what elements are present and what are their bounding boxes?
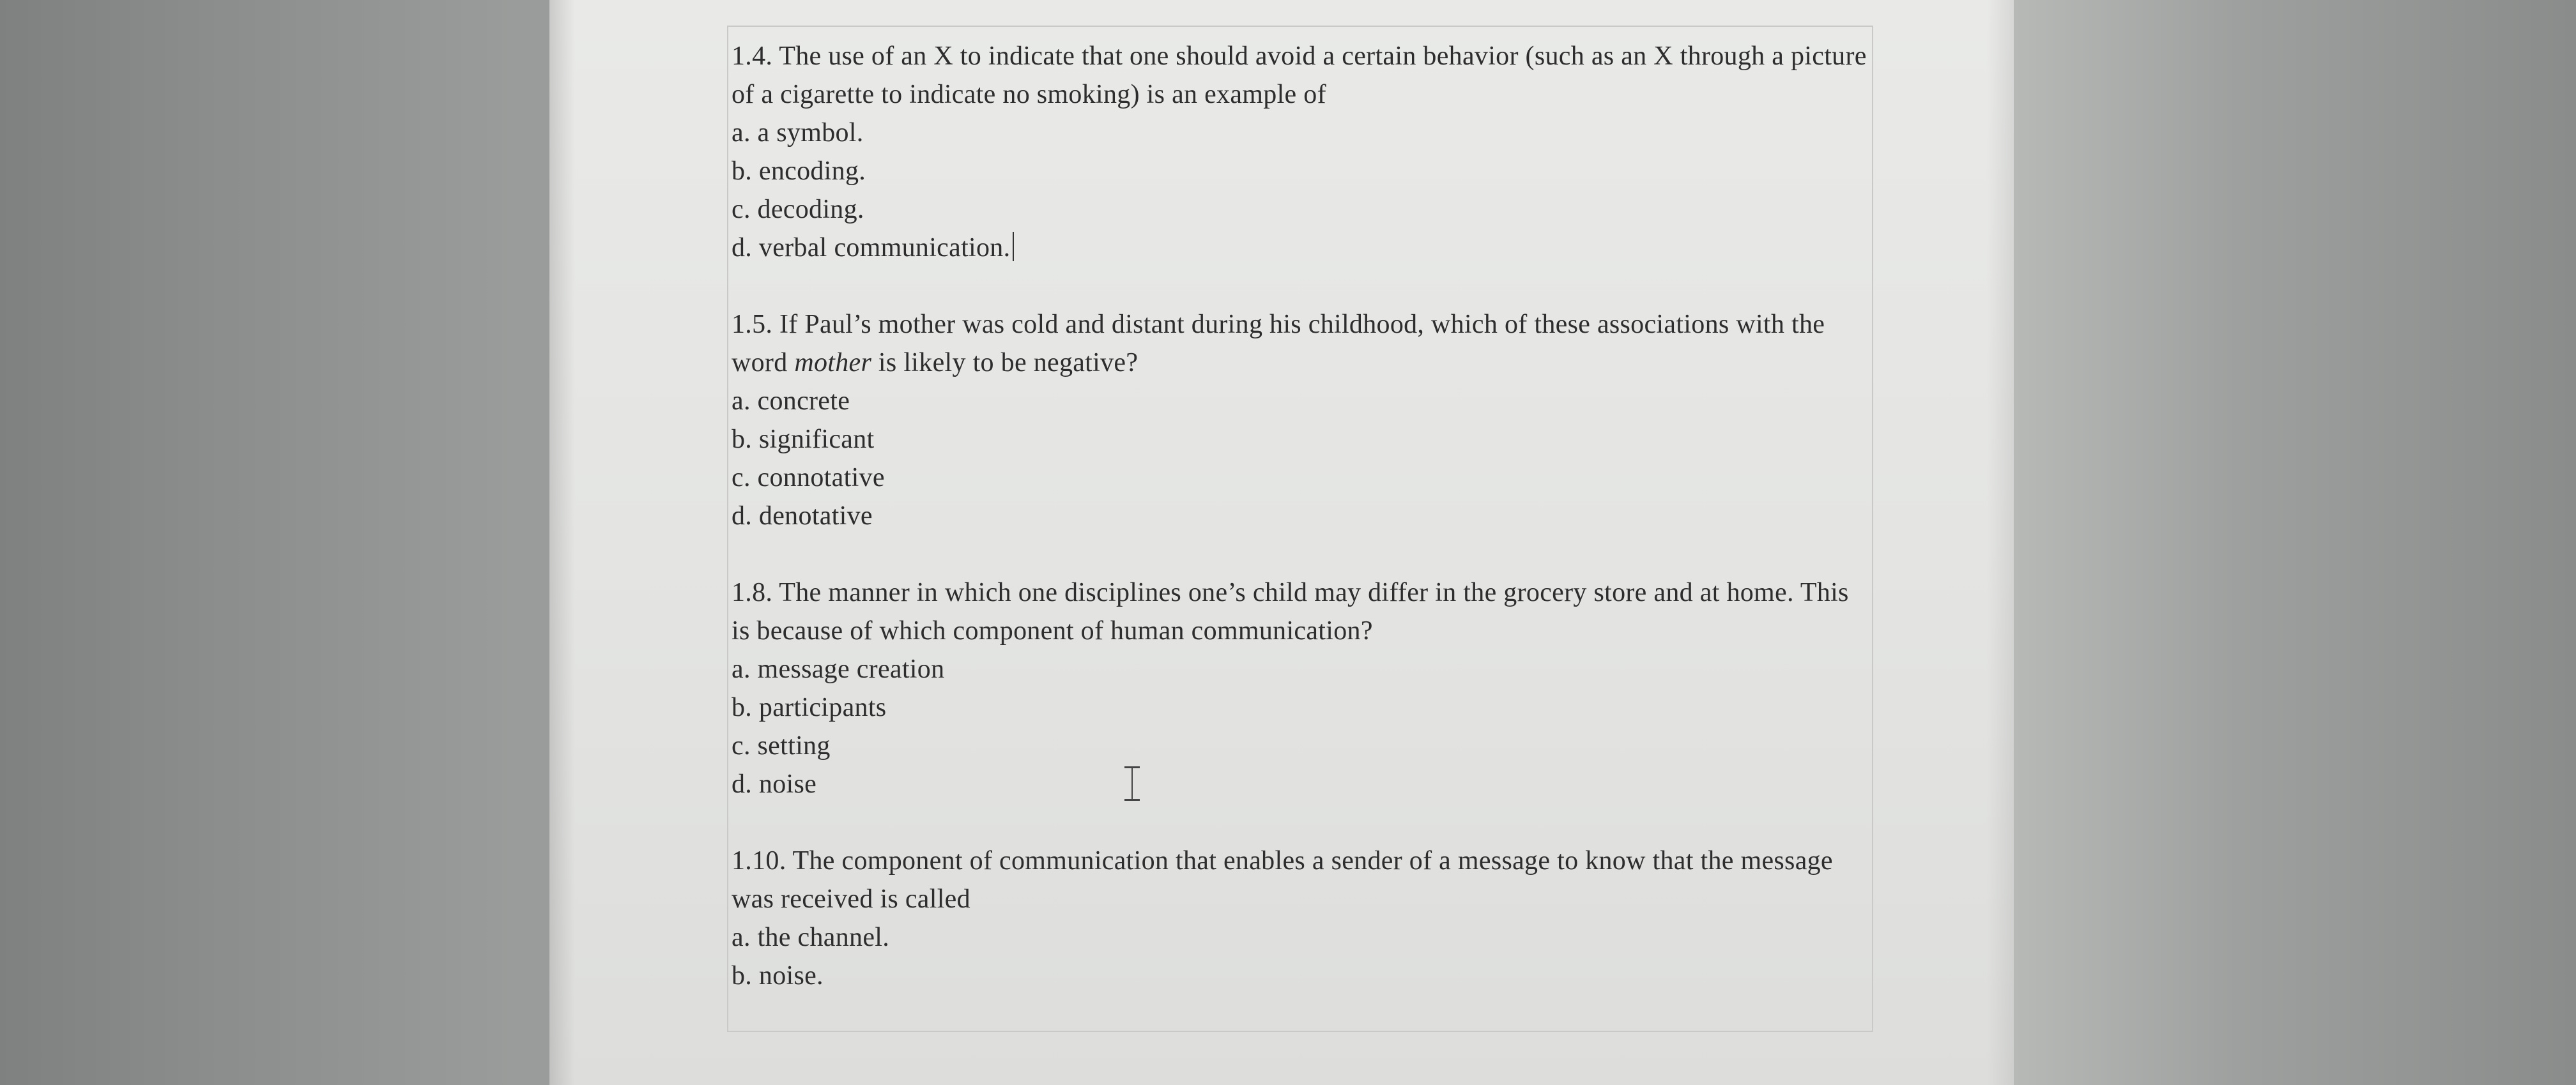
question-1-8-option-c: c. setting — [732, 731, 831, 761]
i-beam-cursor-icon — [1124, 766, 1140, 801]
question-1-8-prompt: 1.8. The manner in which one disciplines one’s child may differ in the grocery store and at home. This is because of which component of human communication? — [732, 578, 1849, 646]
question-1-8 — [732, 573, 1869, 803]
question-1-5-option-a: a. concrete — [732, 386, 850, 416]
i-beam-cursor-stem — [1131, 766, 1133, 801]
question-1-5-option-b: b. significant — [732, 425, 875, 454]
question-1-10-prompt: 1.10. The component of communication that enables a sender of a message to know that the message was received is called — [732, 846, 1833, 914]
question-1-5-prompt-before: 1.5. If Paul’s mother was cold and distant during his childhood, which of these associations with the word — [732, 310, 1825, 377]
text-caret — [1013, 232, 1014, 261]
question-1-4-option-a: a. a symbol. — [732, 118, 864, 148]
question-1-4-option-b: b. encoding. — [732, 156, 866, 186]
question-1-10 — [732, 842, 1869, 995]
question-1-10-option-b: b. noise. — [732, 961, 824, 990]
page-left-shadow — [549, 0, 575, 1085]
question-1-8-option-d: d. noise — [732, 770, 817, 799]
question-1-4-option-c: c. decoding. — [732, 195, 864, 224]
i-beam-cursor-bottom — [1124, 799, 1140, 801]
question-1-5 — [732, 305, 1869, 535]
question-1-8-option-b: b. participants — [732, 693, 887, 722]
question-1-4-option-d-text: d. verbal communication. — [732, 233, 1011, 262]
question-1-4-prompt: 1.4. The use of an X to indicate that one should avoid a certain behavior (such as an X through a picture of a cigarette to indicate no smoking) is an example of — [732, 42, 1867, 109]
question-1-10-option-a: a. the channel. — [732, 923, 890, 952]
question-1-5-prompt-emphasis: mother — [794, 348, 872, 377]
question-1-8-option-a: a. message creation — [732, 655, 945, 684]
question-1-5-option-d: d. denotative — [732, 501, 873, 531]
question-1-5-prompt-after: is likely to be negative? — [871, 348, 1138, 377]
question-1-4-option-d — [732, 229, 1869, 267]
question-1-5-prompt — [732, 305, 1869, 382]
questions-content[interactable] — [732, 37, 1869, 995]
question-1-4 — [732, 37, 1869, 267]
screen-bezel — [2014, 0, 2576, 1085]
question-1-5-option-c: c. connotative — [732, 463, 885, 492]
